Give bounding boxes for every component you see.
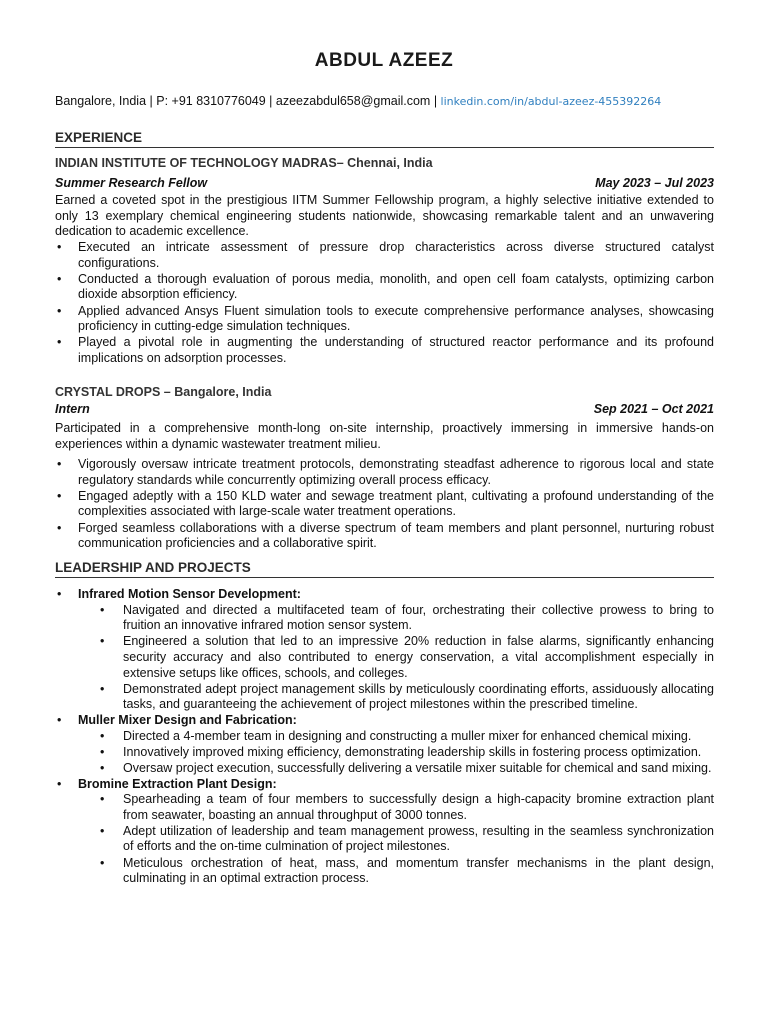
list-item: • Engineered a solution that led to an impressive 20% reduction in false alarms, significantly enhancing security accuracy and also contributed to energy conservation, a vital accomplishment especially in extensive setups like offices, schools, and colleges. xyxy=(78,634,714,681)
project-item xyxy=(55,587,714,713)
leadership-heading: LEADERSHIP AND PROJECTS xyxy=(55,560,714,578)
job-bullets xyxy=(55,240,714,367)
job-role: Intern xyxy=(55,402,90,416)
list-item: • Adept utilization of leadership and team management prowess, resulting in the seamless synchronization of efforts and the on-time culmination of project milestones. xyxy=(78,824,714,855)
list-item: • Spearheading a team of four members to successfully design a high-capacity bromine extraction plant from seawater, boasting an annual throughput of 3000 tonnes. xyxy=(78,792,714,823)
job-role: Summer Research Fellow xyxy=(55,176,208,190)
project-bullets xyxy=(78,792,714,887)
job-role-row xyxy=(55,402,714,416)
job-dates: Sep 2021 – Oct 2021 xyxy=(593,402,714,416)
list-item: • Engaged adeptly with a 150 KLD water and sewage treatment plant, cultivating a profound understanding of the complexities associated with large-scale water treatment operations. xyxy=(55,489,714,520)
list-item: • Demonstrated adept project management skills by meticulously coordinating efforts, assiduously allocating tasks, and guaranteeing the achievement of project milestones within the prescribed timeline. xyxy=(78,682,714,713)
list-item: • Oversaw project execution, successfully delivering a versatile mixer suitable for chemical and sand mixing. xyxy=(78,761,714,777)
project-bullets xyxy=(78,603,714,713)
project-item xyxy=(55,713,714,777)
list-item: • Innovatively improved mixing efficiency, demonstrating leadership skills in fostering process optimization. xyxy=(78,745,714,761)
project-bullets xyxy=(78,729,714,777)
linkedin-link[interactable]: linkedin.com/in/abdul-azeez-455392264 xyxy=(440,95,662,108)
project-list xyxy=(55,587,714,887)
job-summary: Earned a coveted spot in the prestigious IITM Summer Fellowship program, a highly selective initiative extended to only 13 exemplary chemical engineering students nationwide, showcasing remarkable talent and an unwavering dedication to academic excellence. xyxy=(55,193,714,239)
project-item xyxy=(55,777,714,887)
list-item: • Meticulous orchestration of heat, mass, and momentum transfer mechanisms in the plant design, culminating in an optimal extraction process. xyxy=(78,856,714,887)
list-item: • Vigorously oversaw intricate treatment protocols, demonstrating steadfast adherence to rigorous local and state regulatory standards while concurrently optimizing overall process efficacy. xyxy=(55,457,714,488)
candidate-name: ABDUL AZEEZ xyxy=(314,50,454,71)
list-item: • Directed a 4-member team in designing and constructing a muller mixer for enhanced chemical mixing. xyxy=(78,729,714,745)
project-title: Bromine Extraction Plant Design: xyxy=(78,776,277,791)
job-summary: Participated in a comprehensive month-long on-site internship, proactively immersing in immersive hands-on experiences within a dynamic wastewater treatment milieu. xyxy=(55,421,714,451)
list-item: • Applied advanced Ansys Fluent simulation tools to execute comprehensive performance analyses, showcasing proficiency in cutting-edge simulation techniques. xyxy=(55,304,714,335)
list-item: • Conducted a thorough evaluation of porous media, monolith, and open cell foam catalysts, optimizing carbon dioxide absorption efficiency. xyxy=(55,272,714,303)
contact-line xyxy=(55,94,735,108)
job-dates: May 2023 – Jul 2023 xyxy=(595,176,714,190)
list-item: • Played a pivotal role in augmenting the understanding of structured reactor performance and its profound implications on adsorption processes. xyxy=(55,335,714,366)
list-item: • Executed an intricate assessment of pressure drop characteristics across diverse structured catalyst configurations. xyxy=(55,240,714,271)
job-org: INDIAN INSTITUTE OF TECHNOLOGY MADRAS– Chennai, India xyxy=(55,156,433,170)
list-item: • Forged seamless collaborations with a diverse spectrum of team members and plant personnel, nurturing robust communication proficiencies and a collaborative spirit. xyxy=(55,521,714,552)
experience-heading: EXPERIENCE xyxy=(55,130,714,148)
job-bullets xyxy=(55,457,714,552)
project-title: Infrared Motion Sensor Development: xyxy=(78,587,301,601)
job-org: CRYSTAL DROPS – Bangalore, India xyxy=(55,385,272,399)
list-item: • Navigated and directed a multifaceted team of four, orchestrating their collective prowess to bring to fruition an innovative infrared motion sensor system. xyxy=(78,603,714,634)
job-role-row xyxy=(55,176,714,190)
project-title: Muller Mixer Design and Fabrication: xyxy=(78,712,297,727)
contact-details: Bangalore, India | P: +91 8310776049 | azeezabdul658@gmail.com | xyxy=(55,94,441,108)
